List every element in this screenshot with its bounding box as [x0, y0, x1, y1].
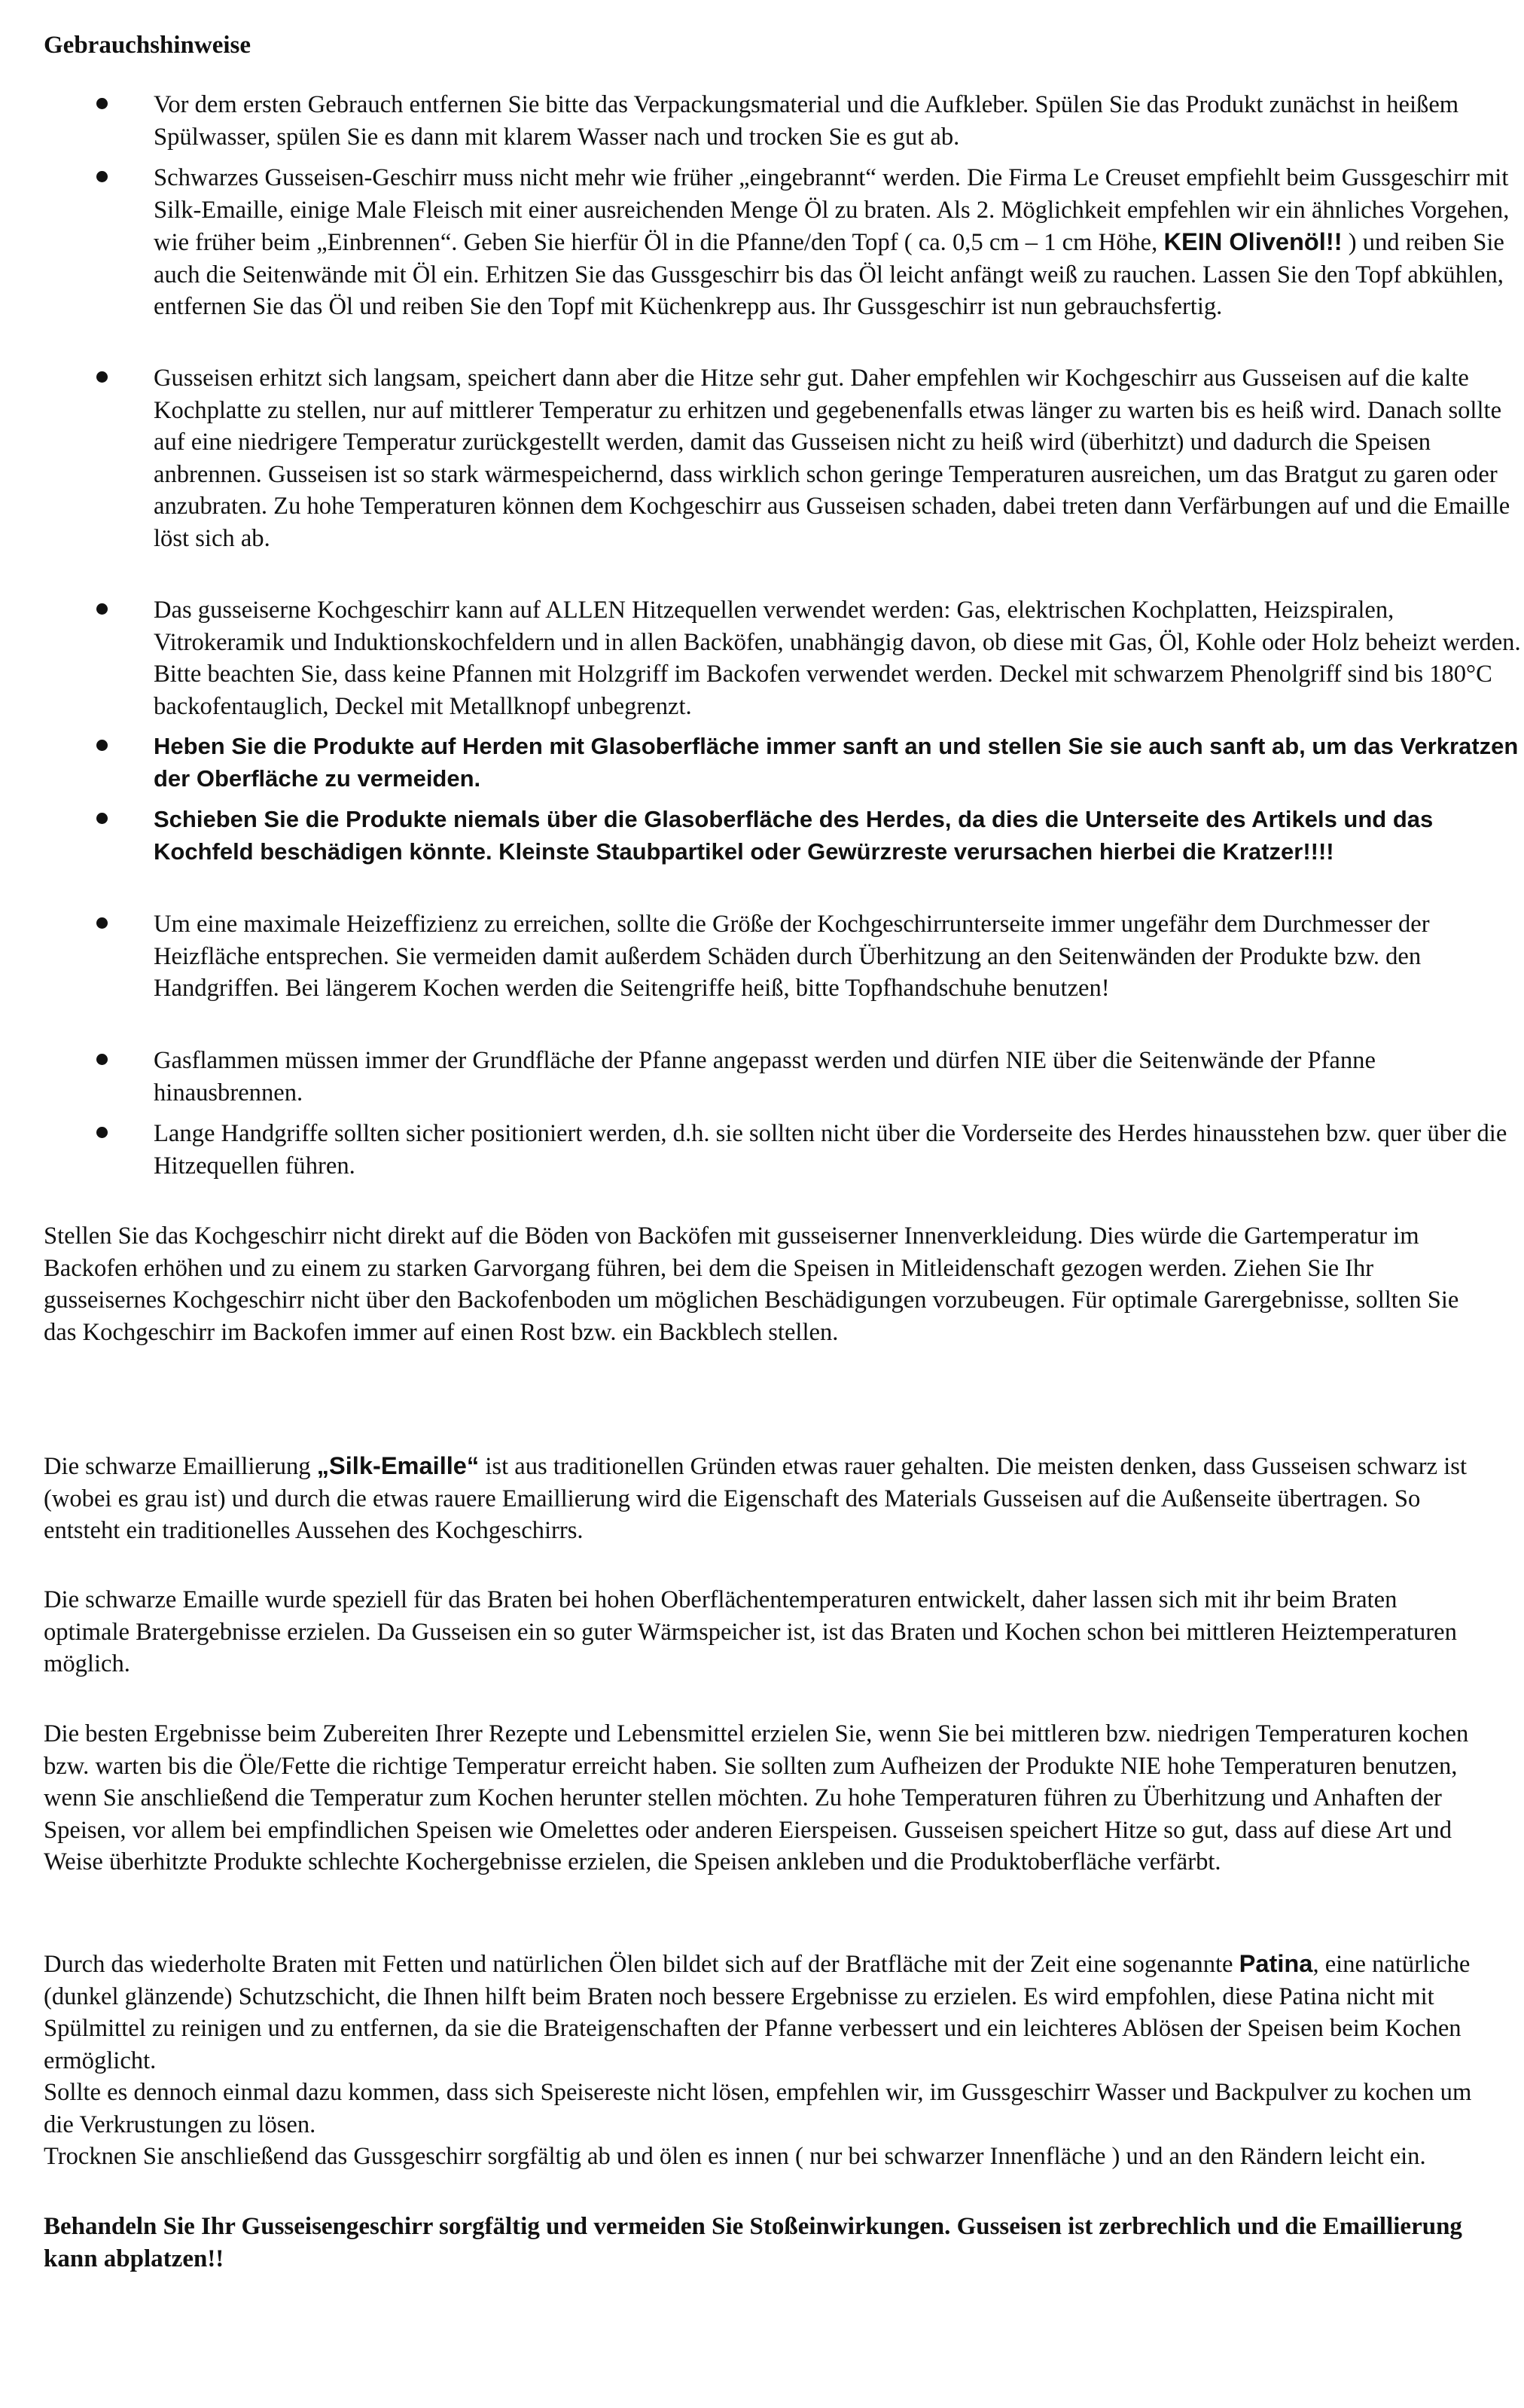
bullet-icon [96, 740, 108, 751]
list-item-text: Vor dem ersten Gebrauch entfernen Sie bitte das Verpackungsmaterial und die Aufkleber. Spülen Sie das Produkt zunächst in heißem Spülwasser, spülen Sie es dann mit klarem Wasser nach und trocken Sie es gut ab. [154, 91, 1459, 151]
paragraph-black-emaille: Die schwarze Emaille wurde speziell für das Braten bei hohen Oberflächentemperaturen entwickelt, daher lassen sich mit ihr beim Braten optimale Bratergebnisse erzielen. Da Gusseisen ein so guter Wärmspeicher ist, ist das Braten und Kochen schon bei mittleren Heiztemperaturen möglich. [44, 1586, 1457, 1677]
paragraph-bold-text: „Silk-Emaille“ [316, 1451, 480, 1479]
list-item-text: Lange Handgriffe sollten sicher positioniert werden, d.h. sie sollten nicht über die Vorderseite des Herdes hinausstehen bzw. quer über die Hitzequellen führen. [154, 1120, 1507, 1180]
list-item-bold-text: KEIN Olivenöl!! [1163, 227, 1343, 255]
instructions-list [44, 89, 1521, 1183]
bullet-icon [96, 171, 108, 182]
list-item [44, 162, 1524, 354]
paragraph-text: ist aus traditionellen Gründen etwas rauer gehalten. Die meisten denken, dass Gusseisen schwarz ist (wobei es grau ist) und durch die etwas rauere Emaillierung wird die Eigenschaft des Materials Gusseisen auf die Außenseite übertragen. So entsteht ein traditionelles Aussehen des Kochgeschirrs. [44, 1453, 1467, 1544]
list-item [44, 908, 1524, 1036]
paragraph-silk-emaille [44, 1450, 1478, 1546]
bullet-icon [96, 813, 108, 824]
paragraph-text: Die schwarze Emaillierung [44, 1453, 317, 1480]
list-item [44, 804, 1524, 900]
bullet-icon [96, 1127, 108, 1138]
patina-text [44, 1948, 1478, 2077]
list-item-text: Das gusseiserne Kochgeschirr kann auf ALLEN Hitzequellen verwendet werden: Gas, elektrischen Kochplatten, Heizspiralen, Vitrokeramik und Induktionskochfeldern und in allen Backöfen, unabhängig davon, ob diese mit Gas, Öl, Kohle oder Holz beheizt werden. Bitte beachten Sie, dass keine Pfannen mit Holzgriff im Backofen verwendet werden. Deckel mit schwarzem Phenolgriff sind bis 180°C backofentauglich, Deckel mit Metallknopf unbegrenzt. [154, 597, 1521, 720]
bullet-icon [96, 1054, 108, 1065]
list-item [44, 1045, 1524, 1109]
patina-crust-text: Sollte es dennoch einmal dazu kommen, dass sich Speisereste nicht lösen, empfehlen wir, im Gussgeschirr Wasser und Backpulver zu kochen um die Verkrustungen zu lösen. [44, 2079, 1472, 2138]
bullet-icon [96, 603, 108, 615]
bullet-icon [96, 98, 108, 109]
list-item-text: Schwarzes Gusseisen-Geschirr muss nicht mehr wie früher „eingebrannt“ werden. Die Firma Le Creuset empfiehlt beim Gussgeschirr mit Silk-Emaille, einige Male Fleisch mit einer ausreichenden Menge Öl zu braten. Als 2. Möglichkeit empfehlen wir ein ähnliches Vorgehen, wie früher beim „Einbrennen“. Geben Sie hierfür Öl in die Pfanne/den Topf ( ca. 0,5 cm – 1 cm Höhe, [154, 164, 1510, 256]
paragraph-best-results: Die besten Ergebnisse beim Zubereiten Ihrer Rezepte und Lebensmittel erzielen Sie, wenn Sie bei mittleren bzw. niedrigen Temperaturen kochen bzw. warten bis die Öle/Fette die richtige Temperatur erreicht haben. Sie sollten zum Aufheizen der Produkte NIE hohe Temperaturen benutzen, wenn Sie anschließend die Temperatur zum Kochen herunter stellen möchten. Zu hohe Temperaturen führen zu Überhitzung und Anhaften der Speisen, vor allem bei empfindlichen Speisen wie Omelettes oder anderen Eierspeisen. Gusseisen speichert Hitze so gut, dass auf diese Art und Weise überhitzte Produkte schlechte Kochergebnisse erzielen, die Speisen ankleben und die Produktoberfläche verfärbt. [44, 1720, 1469, 1875]
bullet-icon [96, 371, 108, 383]
list-item [44, 362, 1524, 586]
page-title: Gebrauchshinweise [44, 32, 251, 59]
patina-oiling-text: Trocknen Sie anschließend das Gussgeschirr sorgfältig ab und ölen es innen ( nur bei schwarzer Innenfläche ) und an den Rändern leicht ein. [44, 2143, 1426, 2170]
list-item [44, 1118, 1524, 1183]
list-item-text: Gasflammen müssen immer der Grundfläche der Pfanne angepasst werden und dürfen NIE über die Seitenwände der Pfanne hinausbrennen. [154, 1047, 1376, 1106]
paragraph-text: Durch das wiederholte Braten mit Fetten und natürlichen Ölen bildet sich auf der Bratfläche mit der Zeit eine sogenannte [44, 1951, 1239, 1978]
paragraph-bold-text: Patina [1239, 1949, 1313, 1977]
list-item-text: ) und reiben Sie auch die Seitenwände mit Öl ein. Erhitzen Sie das Gussgeschirr bis das Öl leicht anfängt weiß zu rauchen. Lassen Sie den Topf abkühlen, entfernen Sie das Öl und reiben Sie den Topf mit Küchenkrepp aus. Ihr Gussgeschirr ist nun gebrauchsfertig. [154, 229, 1504, 320]
list-item [44, 731, 1524, 795]
list-item [44, 89, 1524, 154]
list-item-text: Schieben Sie die Produkte niemals über die Glasoberfläche des Herdes, da dies die Unterseite des Artikels und das Kochfeld beschädigen könnte. Kleinste Staubpartikel oder Gewürzreste verursachen hierbei die Kratzer!!!! [154, 806, 1434, 865]
paragraph-oven: Stellen Sie das Kochgeschirr nicht direkt auf die Böden von Backöfen mit gusseiserner Innenverkleidung. Dies würde die Gartemperatur im Backofen erhöhen und zu einem zu starken Garvorgang führen, bei dem die Speisen in Mitleidenschaft gezogen werden. Ziehen Sie Ihr gusseisernes Kochgeschirr nicht über den Backofenboden um möglichen Beschädigungen vorzubeugen. Für optimale Garergebnisse, sollten Sie das Kochgeschirr im Backofen immer auf einen Rost bzw. ein Backblech stellen. [44, 1222, 1459, 1346]
list-item-text: Heben Sie die Produkte auf Herden mit Glasoberfläche immer sanft an und stellen Sie sie auch sanft ab, um das Verkratzen der Oberfläche zu vermeiden. [154, 733, 1519, 792]
list-item [44, 594, 1524, 722]
bullet-icon [96, 917, 108, 929]
paragraph-text: , eine natürliche (dunkel glänzende) Schutzschicht, die Ihnen hilft beim Braten noch bessere Ergebnisse zu erzielen. Es wird empfohlen, diese Patina nicht mit Spülmittel zu reinigen und zu entfernen, da sie die Brateigenschaften der Pfanne verbessert und ein leichteres Ablösen der Speisen beim Kochen ermöglicht. [44, 1951, 1471, 2074]
paragraph-patina [44, 1948, 1478, 2173]
closing-warning: Behandeln Sie Ihr Gusseisengeschirr sorgfältig und vermeiden Sie Stoßeinwirkungen. Gusseisen ist zerbrechlich und die Emaillierung kann abplatzen!! [44, 2212, 1462, 2272]
list-item-text: Gusseisen erhitzt sich langsam, speichert dann aber die Hitze sehr gut. Daher empfehlen wir Kochgeschirr aus Gusseisen auf die kalte Kochplatte zu stellen, nur auf mittlerer Temperatur zu erhitzen und gegebenenfalls etwas länger zu warten bis es heiß wird. Danach sollte auf eine niedrigere Temperatur zurückgestellt werden, damit das Gusseisen nicht zu heiß wird (überhitzt) und dadurch die Speisen anbrennen. Gusseisen ist so stark wärmespeichernd, dass wirklich schon geringe Temperaturen ausreichen, um das Bratgut zu garen oder anzubraten. Zu hohe Temperaturen können dem Kochgeschirr aus Gusseisen schaden, dabei treten dann Verfärbungen auf und die Emaille löst sich ab. [154, 365, 1510, 552]
list-item-text: Um eine maximale Heizeffizienz zu erreichen, sollte die Größe der Kochgeschirrunterseite immer ungefähr dem Durchmesser der Heizfläche entsprechen. Sie vermeiden damit außerdem Schäden durch Überhitzung an den Seitenwänden der Produkte bzw. den Handgriffen. Bei längerem Kochen werden die Seitengriffe heiß, bitte Topfhandschuhe benutzen! [154, 911, 1430, 1002]
